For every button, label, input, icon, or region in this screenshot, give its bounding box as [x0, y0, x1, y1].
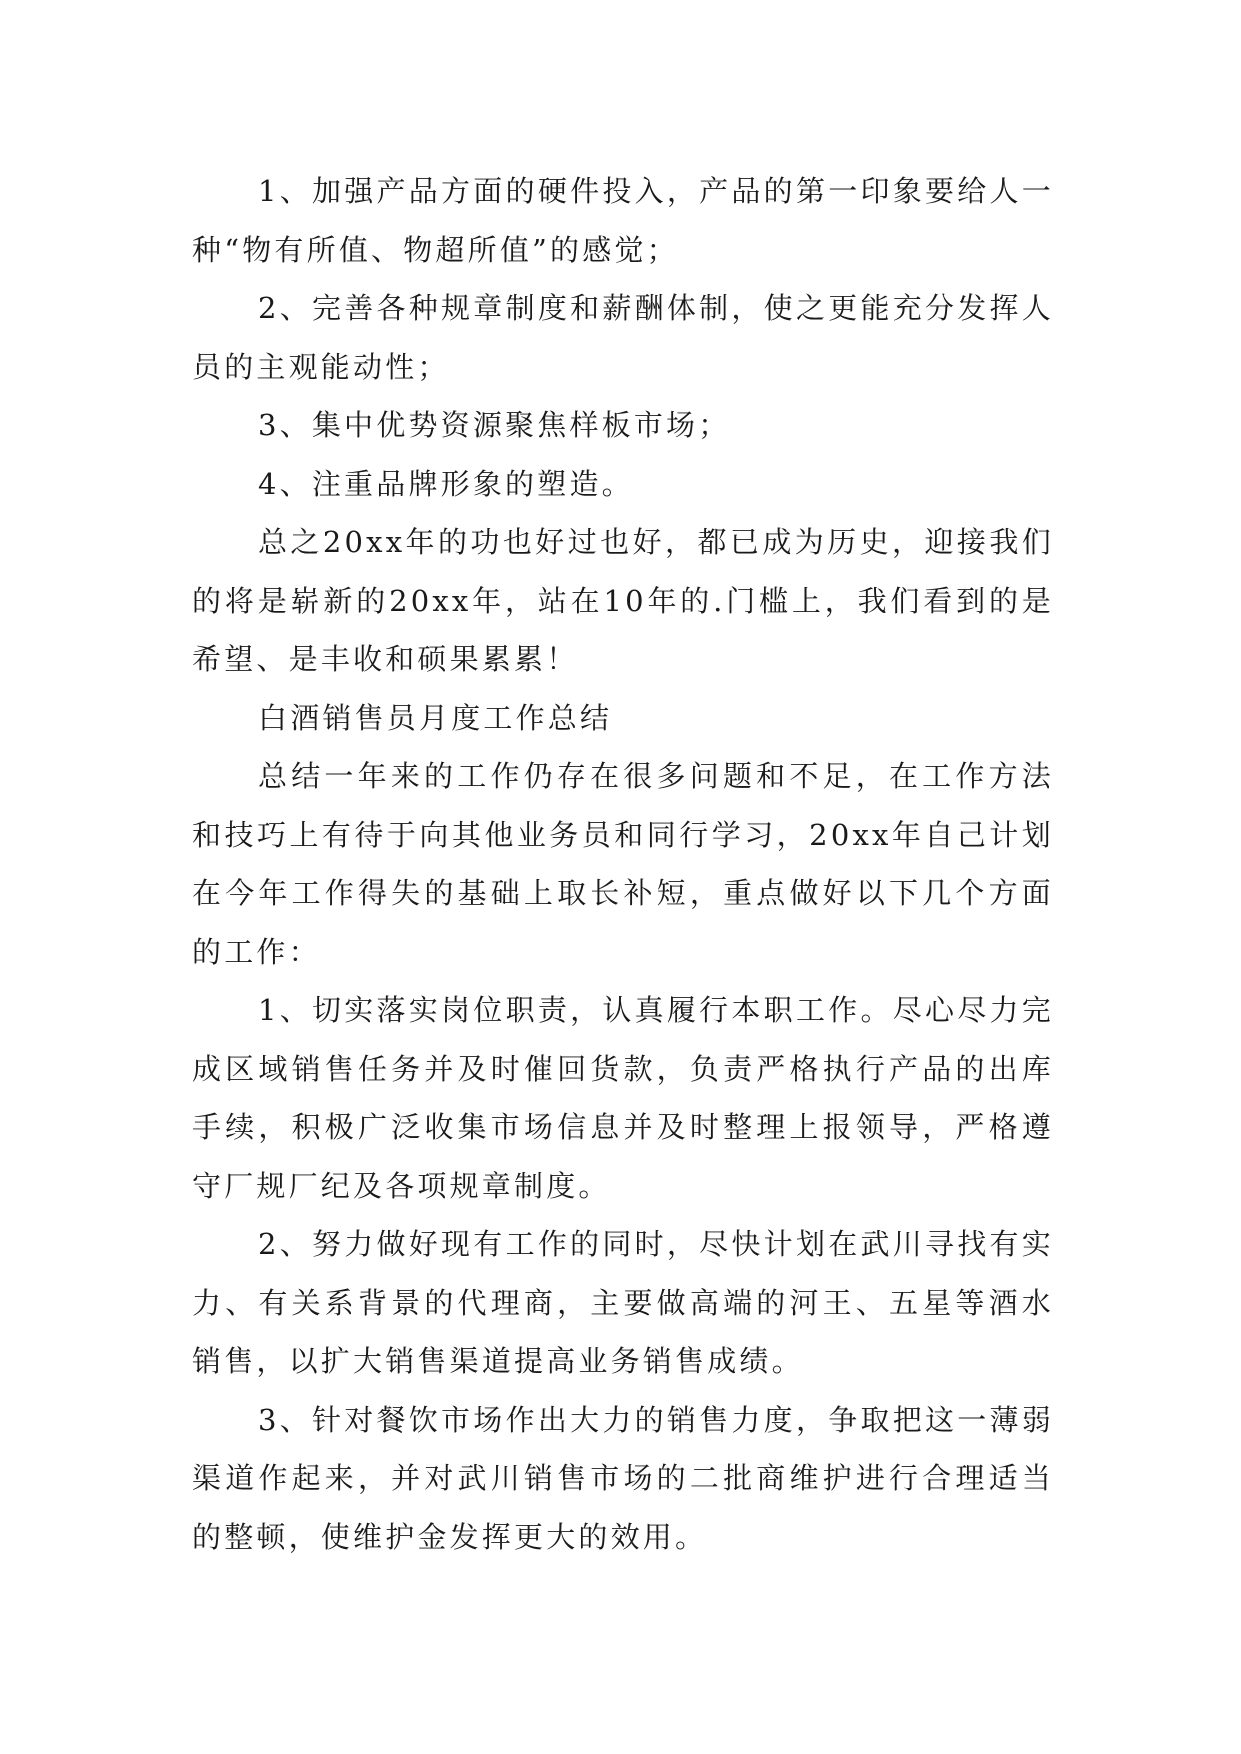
paragraph-plan-3: 3、针对餐饮市场作出大力的销售力度，争取把这一薄弱渠道作起来，并对武川销售市场的二批商维护进行合理适当的整顿，使维护金发挥更大的效用。	[192, 1402, 1054, 1554]
paragraph-conclusion: 总之20xx年的功也好过也好，都已成为历史，迎接我们的将是崭新的20xx年，站在10年的.门槛上，我们看到的是希望、是丰收和硕果累累！	[192, 525, 1054, 676]
paragraph-item-2: 2、完善各种规章制度和薪酬体制，使之更能充分发挥人员的主观能动性；	[192, 291, 1054, 384]
paragraph-item-3: 3、集中优势资源聚焦样板市场；	[258, 408, 731, 442]
paragraph-item-4: 4、注重品牌形象的塑造。	[258, 466, 634, 501]
document-body	[192, 162, 1054, 1566]
section-heading: 白酒销售员月度工作总结	[258, 700, 613, 735]
paragraph-summary-intro: 总结一年来的工作仍存在很多问题和不足，在工作方法和技巧上有待于向其他业务员和同行学习，20xx年自己计划在今年工作得失的基础上取长补短，重点做好以下几个方面的工作：	[192, 759, 1054, 969]
paragraph-plan-1: 1、切实落实岗位职责，认真履行本职工作。尽心尽力完成区域销售任务并及时催回货款，负责严格执行产品的出库手续，积极广泛收集市场信息并及时整理上报领导，严格遵守厂规厂纪及各项规章制度。	[192, 993, 1054, 1203]
paragraph-item-1: 1、加强产品方面的硬件投入，产品的第一印象要给人一种“物有所值、物超所值”的感觉；	[192, 174, 1054, 267]
paragraph-plan-2: 2、努力做好现有工作的同时，尽快计划在武川寻找有实力、有关系背景的代理商，主要做高端的河王、五星等酒水销售，以扩大销售渠道提高业务销售成绩。	[192, 1227, 1054, 1378]
